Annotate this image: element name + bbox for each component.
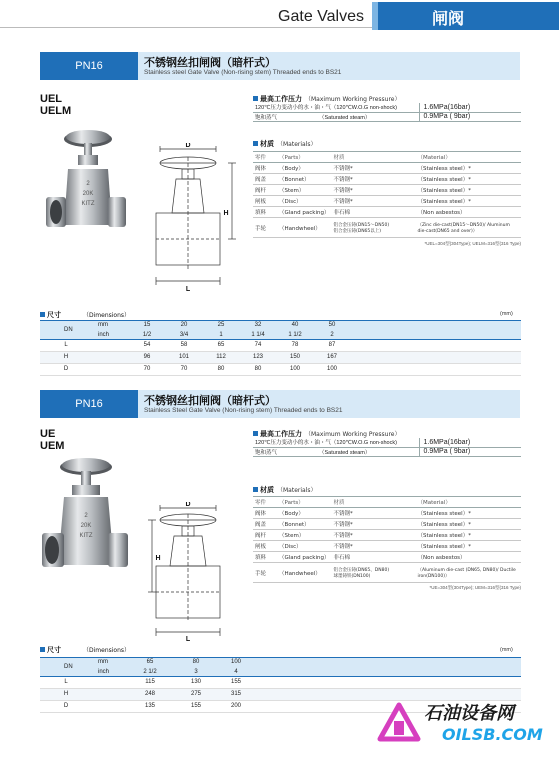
materials-cell: 铝合金压铸(DN65、DN80) 球墨铸铁(DN100) [331,563,415,583]
materials-row [253,552,521,563]
materials-cell: （Aluminum die-cast (DN65, DN80)/ Ductile iron(DN100)） [415,563,521,583]
watermark [376,695,559,758]
pressure-title-en: （Maximum Working Pressure） [305,96,401,103]
valve-drawing-1 [148,143,240,293]
section-title-band [138,52,520,80]
dim-value: 78 [291,342,299,348]
dim-value: 315 [230,691,242,697]
pressure-row [253,103,521,112]
materials-cell: （Handwheel） [277,563,331,583]
materials-title-en: （Materials） [277,141,317,148]
section-title-cn: 不锈钢丝扣闸阀（暗杆式） [144,56,276,69]
materials-cell: 不锈钢* [331,530,415,541]
materials-row [253,563,521,583]
materials-cell: （Non asbestos） [415,207,521,218]
dim-value: 123 [252,354,264,360]
material-note: *UEL=304型(304Type); UELM=316型(316 Type) [424,241,521,246]
materials-header-cell: 材质 [331,152,415,163]
section-title-cn: 不锈钢丝扣闸阀（暗杆式） [144,394,276,407]
materials-row [253,185,521,196]
materials-cell: （Stainless steel）* [415,530,521,541]
inch-size: 3 [194,669,198,675]
dim-value: 65 [217,342,225,348]
dim-value: 87 [328,342,336,348]
materials-cell: （Handwheel） [277,218,331,238]
row-label: L [64,342,68,348]
section-title-en: Stainless Steel Gate Valve (Non-rising stem) Threaded ends to BS21 [144,407,343,414]
pressure-table-1 [253,103,521,122]
mm-size: 40 [291,322,299,328]
pressure-value: 0.9MPa ( 9bar) [419,447,521,456]
pressure-condition-cn: 饱和蒸气 [255,449,278,456]
header-left-band [0,6,372,28]
dim-value: 70 [143,366,151,372]
mm-size: 32 [254,322,262,328]
dim-value: 275 [190,691,202,697]
dimensions-table-1 [40,320,521,376]
dim-value: 100 [289,366,301,372]
pressure-table-2 [253,438,521,457]
row-label: H [63,354,69,360]
dim-label-d: D [185,143,191,149]
section-title-en: Stainless steel Gate Valve (Non-rising stem) Threaded ends to BS21 [144,69,342,76]
dim-value: 155 [230,679,242,685]
pressure-title-en: （Maximum Working Pressure） [305,431,401,438]
dn-label: DN [64,664,73,670]
materials-row [253,541,521,552]
materials-cell: 不锈钢* [331,541,415,552]
materials-cell: （Stainless steel）* [415,508,521,519]
dimensions-row [40,677,521,689]
materials-cell: 非石棉 [331,207,415,218]
dim-value: 200 [230,703,242,709]
pn-badge: PN16 [40,390,138,418]
model-code: UE [40,428,56,440]
materials-cell: 手轮 [253,563,277,583]
model-code: UELM [40,105,72,117]
mm-label: mm [98,322,108,328]
dim-label-h: H [155,555,161,562]
dim-label-l: L [185,636,191,642]
mm-size: 80 [192,659,200,665]
inch-size: 1 1/4 [251,332,265,338]
materials-cell: 不锈钢* [331,519,415,530]
materials-cell: 阀盖 [253,174,277,185]
inch-size: 1/2 [142,332,152,338]
header-title-cn: 闸阀 [432,11,465,28]
valve-drawing-2 [148,502,240,642]
materials-cell: （Body） [277,163,331,174]
material-note: *UE=304型(304Type); UEM=316型(316 Type) [429,585,521,590]
unit-label: (mm) [500,311,513,317]
model-codes-1 [40,93,71,117]
materials-cell: （Stem） [277,530,331,541]
materials-header-cell: （Parts） [277,152,331,163]
section-title-band [138,390,520,418]
pressure-title-cn: 最高工作压力 [260,430,302,438]
pressure-condition: 120℃压力变动小的水・油・气（120℃W.O.G non-shock) [253,103,419,112]
materials-cell: （Bonnet） [277,519,331,530]
pressure-condition-cn: 饱和蒸气 [255,114,278,121]
watermark-en: OILSB.COM [442,725,543,744]
dimensions-row [40,340,521,352]
pressure-condition-en: （Saturated steam） [319,114,371,121]
row-label: D [63,366,69,372]
mm-size: 20 [180,322,188,328]
dim-value: 80 [254,366,262,372]
materials-cell: 不锈钢* [331,174,415,185]
materials-cell: 闸板 [253,541,277,552]
materials-cell: 铝合金压铸(DN15～DN50) 铝合金压铸(DN65以上) [331,218,415,238]
materials-row [253,163,521,174]
materials-cell: （Disc） [277,541,331,552]
materials-cell: 填料 [253,207,277,218]
dim-value: 70 [180,366,188,372]
mm-size: 50 [328,322,336,328]
watermark-cn: 石油设备网 [424,703,514,724]
dim-label-d: D [185,502,191,508]
header-right-band [372,2,559,30]
dim-value: 54 [143,342,151,348]
row-label: H [63,691,69,697]
materials-row [253,196,521,207]
dim-value: 96 [143,354,151,360]
watermark-logo-icon [376,699,422,745]
materials-table-1 [253,151,521,238]
materials-cell: 非石棉 [331,552,415,563]
pn-badge: PN16 [40,52,138,80]
bullet-square-icon [253,96,258,101]
materials-row [253,530,521,541]
pressure-condition [253,447,419,456]
materials-cell: 不锈钢* [331,196,415,207]
pressure-row [253,438,521,447]
materials-cell: 填料 [253,552,277,563]
pressure-value: 0.9MPa ( 9bar) [419,112,521,121]
valve-photo-1 [42,125,128,265]
section-header-2 [40,390,520,418]
mm-size: 25 [217,322,225,328]
mm-label: mm [98,659,108,665]
materials-cell: （Stainless steel）* [415,174,521,185]
dim-value: 115 [145,679,155,685]
dimensions-title-en: （Dimensions） [83,647,131,654]
materials-cell: 阀杆 [253,185,277,196]
dim-value: 58 [180,342,188,348]
dim-value: 74 [254,342,262,348]
materials-cell: （Disc） [277,196,331,207]
materials-cell: 不锈钢* [331,508,415,519]
photo-mark: 20K [82,191,94,197]
dn-label: DN [64,327,73,333]
dimensions-header [40,657,521,677]
materials-header-cell: （Parts） [277,497,331,508]
materials-header-cell: 零件 [253,497,277,508]
materials-row [253,508,521,519]
materials-header-cell: 零件 [253,152,277,163]
bullet-square-icon [253,431,258,436]
pressure-condition [253,112,419,121]
materials-cell: （Stem） [277,185,331,196]
dimensions-title-2 [40,645,130,655]
mm-size: 65 [146,659,154,665]
materials-cell: 阀体 [253,508,277,519]
materials-cell: 阀体 [253,163,277,174]
inch-label: inch [98,332,110,338]
dim-value: 135 [144,703,156,709]
section-header-1 [40,52,520,80]
inch-size: 1 [219,332,223,338]
materials-cell: （Stainless steel）* [415,541,521,552]
row-label: L [64,679,68,685]
mm-size: 100 [230,659,242,665]
materials-cell: （Stainless steel）* [415,185,521,196]
model-code: UEL [40,93,62,105]
materials-title-2 [253,485,317,495]
pressure-value: 1.6MPa(16bar) [419,438,521,447]
dim-value: 80 [217,366,225,372]
materials-title-1 [253,139,317,149]
materials-cell: （Stainless steel）* [415,196,521,207]
dim-label-l: L [185,286,191,293]
dimensions-header [40,320,521,340]
bullet-square-icon [40,647,45,652]
bullet-square-icon [40,312,45,317]
dimensions-title-cn: 尺寸 [47,311,61,319]
inch-size: 4 [234,669,238,675]
dim-value: 150 [289,354,301,360]
materials-cell: 不锈钢* [331,185,415,196]
unit-label: (mm) [500,647,513,653]
inch-size: 3/4 [179,332,189,338]
materials-header-cell: （Material） [415,497,521,508]
dim-value: 167 [326,354,338,360]
photo-mark: 20K [80,523,92,529]
inch-label: inch [98,669,110,675]
header-title-en: Gate Valves [278,8,364,25]
materials-header-row [253,497,521,508]
dim-value: 101 [178,354,190,360]
dimensions-row [40,364,521,376]
model-codes-2 [40,428,64,452]
materials-row [253,207,521,218]
valve-photo-2 [40,455,130,595]
materials-title-cn: 材质 [260,486,274,494]
materials-cell: （Non asbestos） [415,552,521,563]
materials-header-cell: 材质 [331,497,415,508]
bullet-square-icon [253,141,258,146]
materials-cell: （Body） [277,508,331,519]
dim-value: 112 [216,354,226,360]
photo-mark: 2 [84,513,88,519]
materials-cell: 闸板 [253,196,277,207]
pressure-row [253,447,521,456]
dim-value: 248 [144,691,156,697]
dimensions-title-1 [40,310,130,320]
dim-value: 155 [190,703,202,709]
materials-cell: （Bonnet） [277,174,331,185]
inch-size: 1 1/2 [288,332,302,338]
photo-mark: KITZ [81,201,95,207]
materials-table-2 [253,496,521,583]
dimensions-title-en: （Dimensions） [83,312,131,319]
dimensions-row [40,352,521,364]
pressure-row [253,112,521,121]
materials-cell: 手轮 [253,218,277,238]
materials-row [253,218,521,238]
bullet-square-icon [253,487,258,492]
materials-cell: （Gland packing） [277,552,331,563]
pressure-value: 1.6MPa(16bar) [419,103,521,112]
materials-cell: 不锈钢* [331,163,415,174]
materials-cell: （Zinc die-cast(DN15～DN50)/ Aluminum die-cast(DN65 and over)） [415,218,521,238]
dim-value: 100 [326,366,338,372]
materials-cell: （Gland packing） [277,207,331,218]
dim-label-h: H [223,210,229,217]
dim-value: 130 [190,679,202,685]
pressure-condition-en: （Saturated steam） [319,449,371,456]
materials-row [253,519,521,530]
pressure-condition: 120℃压力变动小的水・油・气（120℃W.O.G non-shock) [253,438,419,447]
materials-cell: （Stainless steel）* [415,163,521,174]
dimensions-title-cn: 尺寸 [47,646,61,654]
materials-cell: （Stainless steel）* [415,519,521,530]
inch-size: 2 [330,332,334,338]
materials-row [253,174,521,185]
materials-header-row [253,152,521,163]
materials-cell: 阀杆 [253,530,277,541]
photo-mark: 2 [86,181,90,187]
page-header [0,0,559,34]
model-code: UEM [40,440,65,452]
pressure-title-cn: 最高工作压力 [260,95,302,103]
mm-size: 15 [143,322,151,328]
row-label: D [63,703,69,709]
materials-title-cn: 材质 [260,140,274,148]
materials-title-en: （Materials） [277,487,317,494]
inch-size: 2 1/2 [143,669,157,675]
photo-mark: KITZ [79,533,93,539]
materials-cell: 阀盖 [253,519,277,530]
materials-header-cell: （Material） [415,152,521,163]
